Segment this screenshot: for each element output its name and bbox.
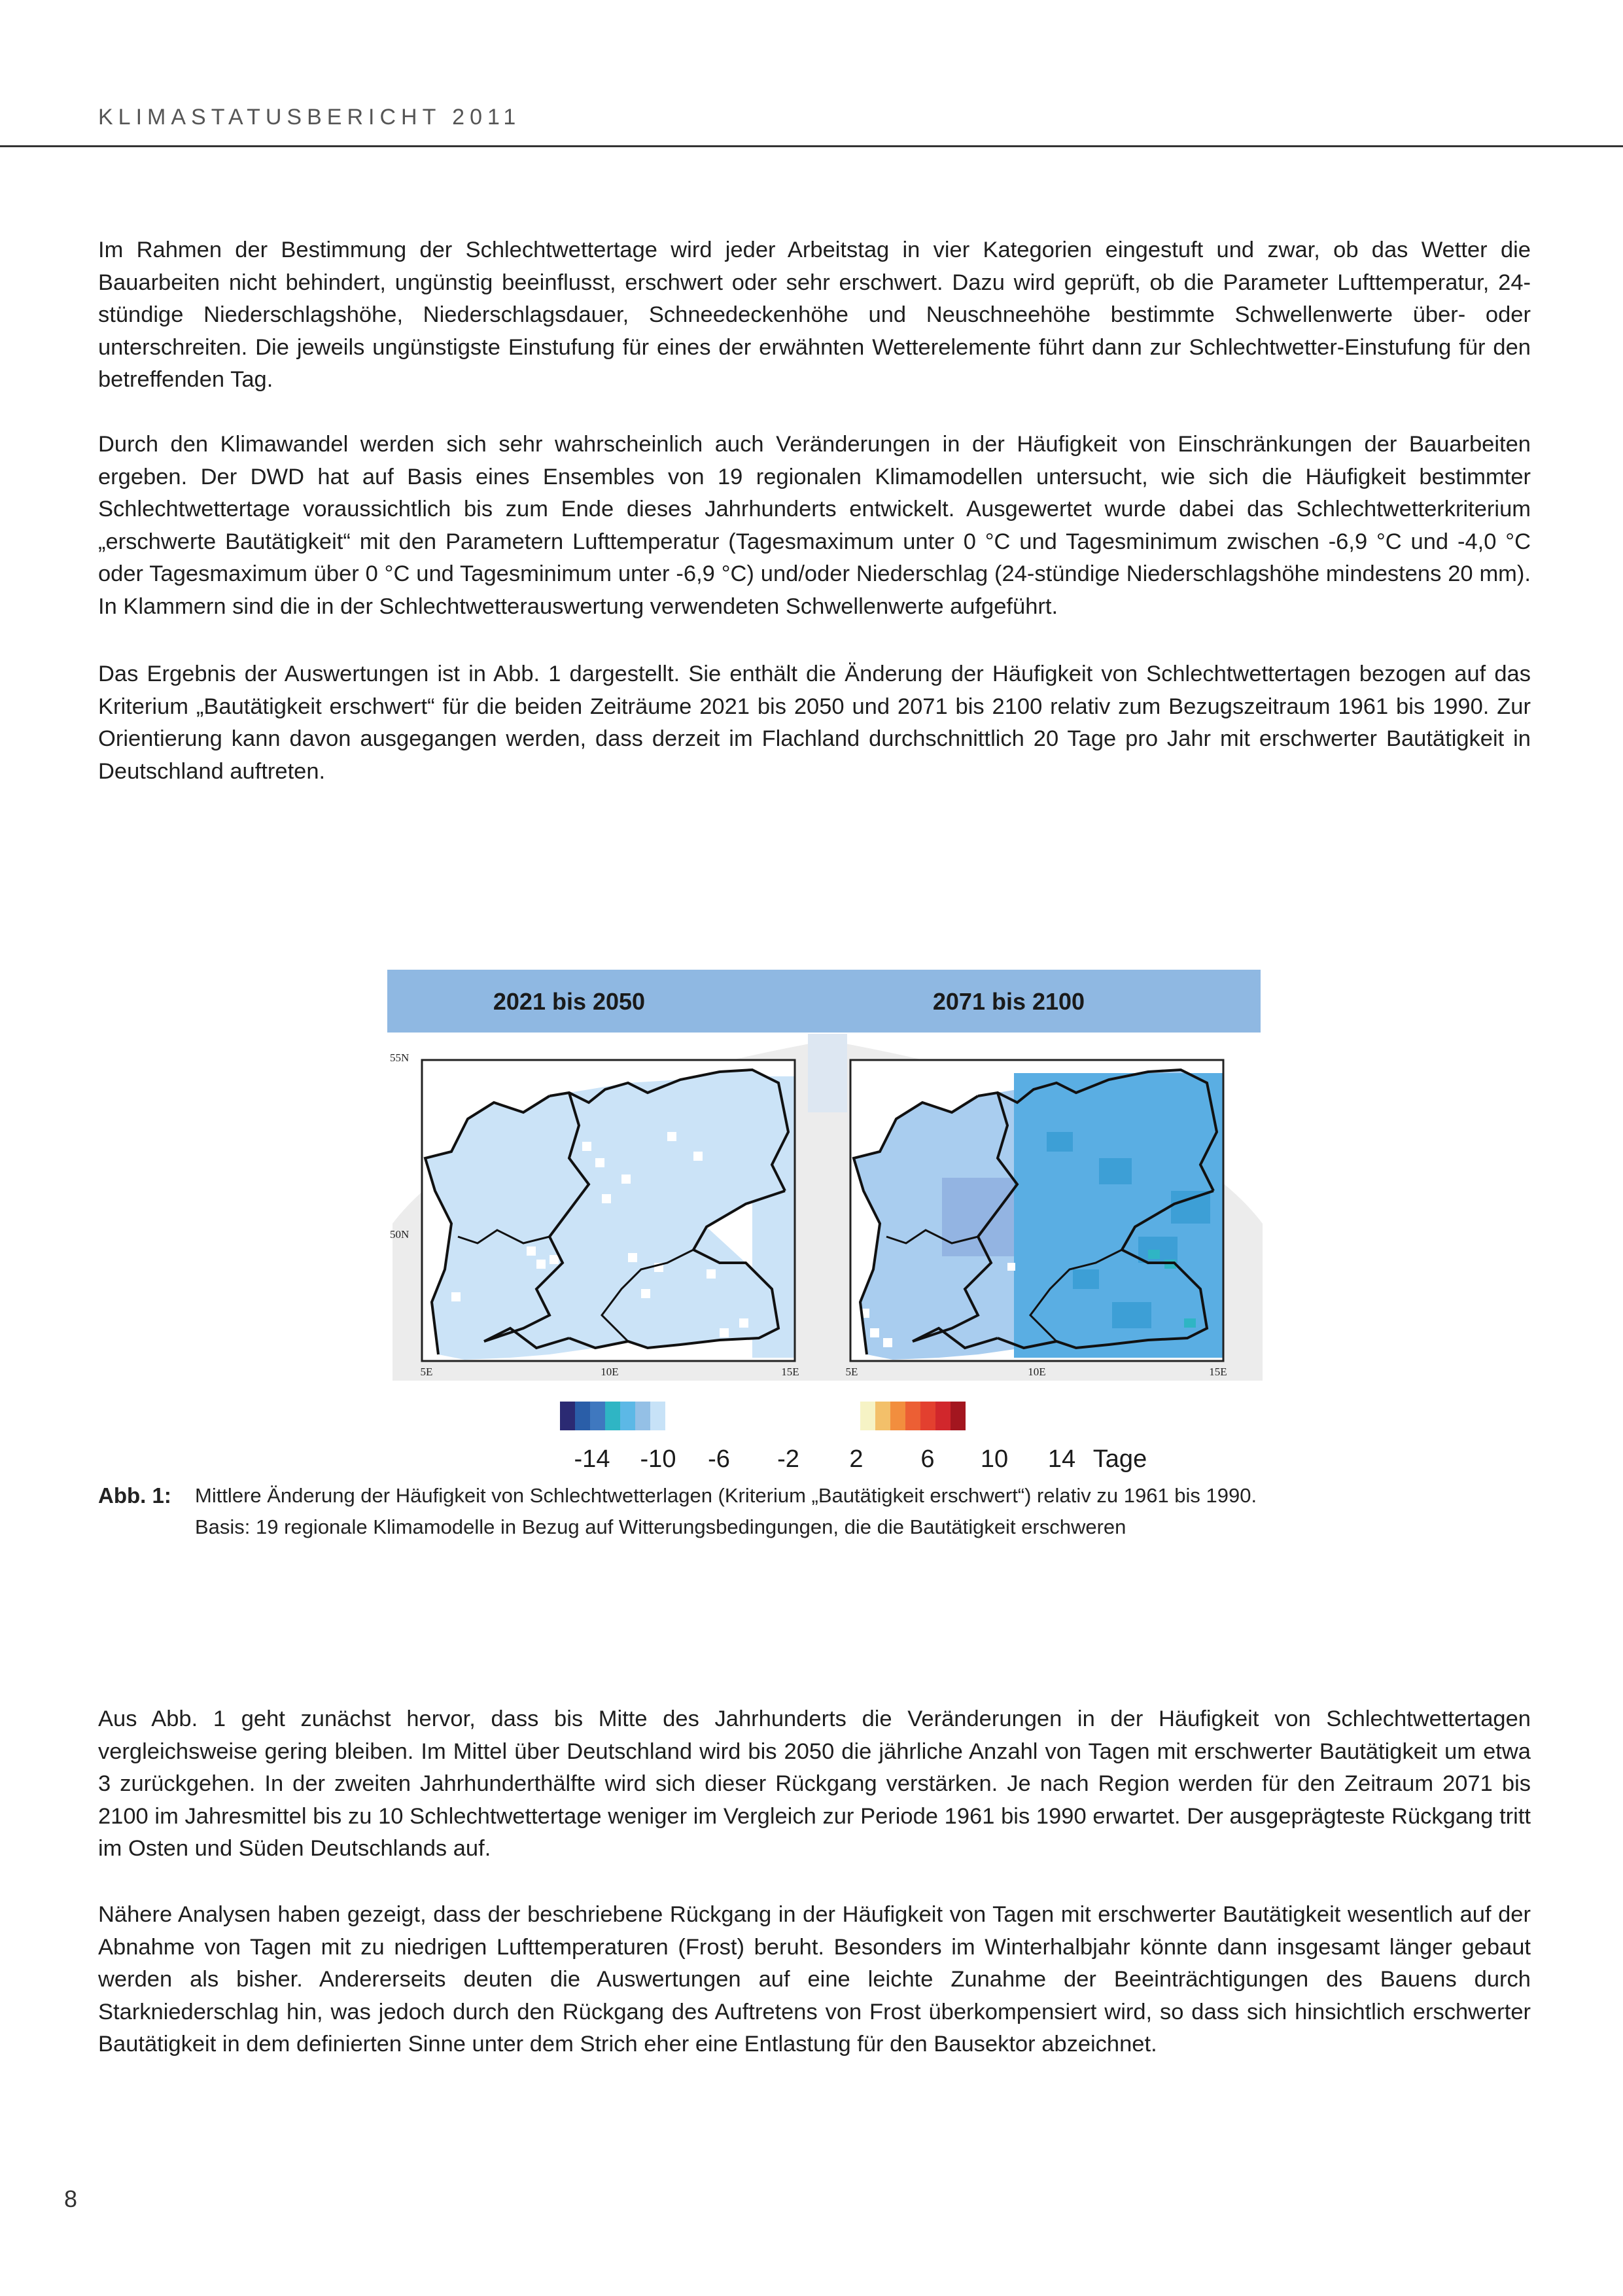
caption-line-2: Basis: 19 regionale Klimamodelle in Bezug auf Witterungsbedingungen, die die Bautätigkeit erschweren (195, 1515, 1126, 1538)
legend-negative-scale (560, 1402, 665, 1430)
legend-label-minus-14: -14 (574, 1445, 610, 1473)
legend-label-minus-6: -6 (708, 1445, 730, 1473)
paragraph-3: Das Ergebnis der Auswertungen ist in Abb. 1 dargestellt. Sie enthält die Änderung der Häufigkeit von Schlechtwettertagen bezogen auf das Kriterium „Bautätigkeit erschwert“ für die beiden Zeiträume 2021 bis 2050 und 2071 bis 2100 relativ zum Bezugszeitraum 1961 bis 1990. Zur Orientierung kann davon ausgegangen werden, dass derzeit im Flachland durchschnittlich 20 Tage pro Jahr mit erschwerter Bautätigkeit in Deutschland auftreten. (98, 662, 1531, 784)
paragraph-5: Nähere Analysen haben gezeigt, dass der beschriebene Rückgang in der Häufigkeit von Tagen mit erschwerter Bautätigkeit wesentlich auf der Abnahme von Tagen mit zu niedrigen Lufttemperaturen (Frost) beruht. Besonders im Winterhalbjahr könnte dann insgesamt länger gebaut werden als bisher. Andererseits deuten die Auswertungen auf eine leichte Zunahme der Beeinträchtigungen des Bauens durch Starkniederschlag hin, was jedoch durch den Rückgang des Auftretens von Frost überkompensiert wird, so dass sich hinsichtlich erschwerter Bautätigkeit in dem definierten Sinne unter dem Strich eher eine Entlastung für den Bausektor abzeichnet. (98, 1902, 1531, 2057)
lon-label-left-5e: 5E (420, 1366, 433, 1378)
legend-negative-swatch-5 (620, 1402, 635, 1430)
legend-negative-swatch-1 (560, 1402, 575, 1430)
legend-positive-scale (860, 1402, 966, 1430)
legend-positive-swatch-4 (905, 1402, 920, 1430)
legend-unit: Tage (1092, 1445, 1147, 1473)
paragraph-2: Durch den Klimawandel werden sich sehr wahrscheinlich auch Veränderungen in der Häufigkeit von Einschränkungen der Bauarbeiten ergeben. Der DWD hat auf Basis eines Ensembles von 19 regionalen Klimamodellen untersucht, wie sich die Häufigkeit bestimmter Schlechtwettertage voraussichtlich bis zum Ende dieses Jahrhunderts entwickelt. Ausgewertet wurde dabei das Schlechtwetterkriterium „erschwerte Bautätigkeit“ mit den Parametern Lufttemperatur (Tagesmaximum unter 0 °C und Tagesminimum zwischen -6,9 °C und -4,0 °C oder Tagesmaximum über 0 °C und Tagesminimum unter -6,9 °C) und/oder Niederschlag (24-stündige Niederschlagshöhe mindestens 20 mm). In Klammern sind die in der Schlechtwetterauswertung verwendeten Schwellenwerte aufgeführt. (98, 432, 1531, 619)
paragraph-1: Im Rahmen der Bestimmung der Schlechtwettertage wird jeder Arbeitstag in vier Kategorien eingestuft und zwar, ob das Wetter die Bauarbeiten nicht behindert, ungünstig beeinflusst, erschwert oder sehr erschwert. Dazu wird geprüft, ob die Parameter Lufttemperatur, 24-stündige Niederschlagshöhe, Niederschlagsdauer, Schneedeckenhöhe und Neuschneehöhe bestimmte Schwellenwerte über- oder unterschreiten. Die jeweils ungünstigste Einstufung für eines der erwähnten Wetterelemente führt dann zur Schlechtwetter-Einstufung für den betreffenden Tag. (98, 238, 1531, 392)
map-right-field-mid (942, 1178, 1014, 1256)
figure-graphic (353, 962, 1302, 1479)
figure-1 (353, 962, 1302, 1479)
legend-positive-swatch-1 (860, 1402, 875, 1430)
lon-label-left-10e: 10E (601, 1366, 619, 1378)
legend-label-14: 14 (1047, 1445, 1076, 1473)
legend-negative-swatch-4 (605, 1402, 620, 1430)
legend-positive-swatch-2 (875, 1402, 890, 1430)
legend-label-2: 2 (849, 1445, 864, 1473)
lat-label-55n: 55N (390, 1051, 410, 1064)
legend-label-minus-10: -10 (640, 1445, 676, 1473)
lon-label-right-15e: 15E (1209, 1366, 1227, 1378)
paragraph-4: Aus Abb. 1 geht zunächst hervor, dass bis Mitte des Jahrhunderts die Veränderungen in der Häufigkeit von Schlechtwettertagen vergleichsweise gering bleiben. Im Mittel über Deutschland wird bis 2050 die jährliche Anzahl von Tagen mit erschwerter Bautätigkeit um etwa 3 zurückgehen. In der zweiten Jahrhunderthälfte wird sich dieser Rückgang verstärken. Je nach Region werden für den Zeitraum 2071 bis 2100 im Jahresmittel bis zu 10 Schlechtwettertage weniger im Vergleich zur Periode 1961 bis 1990 erwartet. Der ausgeprägteste Rückgang tritt im Osten und Süden Deutschlands auf. (98, 1706, 1531, 1861)
legend-negative-swatch-7 (650, 1402, 665, 1430)
header-rule (0, 145, 1623, 147)
legend-positive-swatch-3 (890, 1402, 905, 1430)
legend-negative-swatch-6 (635, 1402, 650, 1430)
figure-backdrop-center (808, 1034, 847, 1112)
panel-title-right: 2071 bis 2100 (932, 988, 1085, 1015)
legend-positive-swatch-7 (951, 1402, 966, 1430)
legend-negative-swatch-2 (575, 1402, 590, 1430)
map-right (850, 1060, 1223, 1361)
legend-positive-swatch-5 (920, 1402, 935, 1430)
lon-label-right-5e: 5E (845, 1366, 858, 1378)
legend-label-minus-2: -2 (777, 1445, 799, 1473)
lat-label-50n: 50N (390, 1228, 410, 1241)
caption-line-1: Mittlere Änderung der Häufigkeit von Schlechtwetterlagen (Kriterium „Bautätigkeit erschwert“) relativ zu 1961 bis 1990. (195, 1484, 1257, 1507)
page-number: 8 (64, 2185, 78, 2212)
panel-title-left: 2021 bis 2050 (493, 988, 646, 1015)
caption-label: Abb. 1: (98, 1483, 171, 1508)
legend-label-6: 6 (920, 1445, 935, 1473)
running-header: KLIMASTATUSBERICHT 2011 (98, 105, 521, 130)
lon-label-right-10e: 10E (1028, 1366, 1046, 1378)
lon-label-left-15e: 15E (781, 1366, 799, 1378)
legend-negative-swatch-3 (590, 1402, 605, 1430)
map-left-field-east (752, 1076, 795, 1358)
map-left (422, 1060, 795, 1361)
legend-label-10: 10 (980, 1445, 1009, 1473)
legend-positive-swatch-6 (935, 1402, 951, 1430)
